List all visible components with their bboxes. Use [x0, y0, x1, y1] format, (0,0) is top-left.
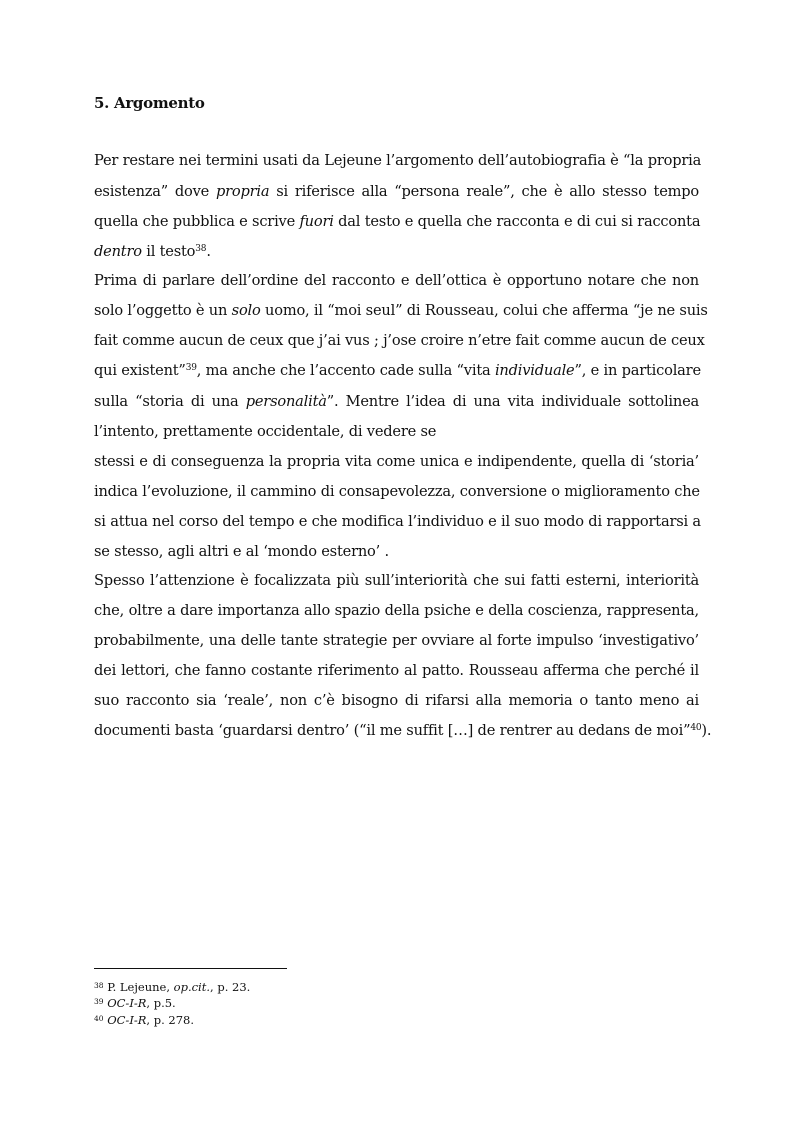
paragraph-line [94, 182, 699, 202]
text-segment: il testo [141, 243, 196, 260]
italic-text: op.cit. [173, 980, 211, 994]
italic-text: individuale [494, 362, 575, 379]
paragraph-line [94, 542, 699, 562]
text-segment: ). [701, 722, 712, 739]
text-segment: dal testo e quella che racconta e di cui si racconta [333, 213, 701, 230]
footnote-separator [94, 968, 287, 969]
text-segment: ”. Mentre l’idea di una vita individuale sottolinea [326, 393, 700, 410]
paragraph-line [94, 721, 712, 741]
footnote-ref: 39 [94, 997, 104, 1006]
italic-text: OC-I-R [107, 1013, 147, 1027]
text-segment: qui existent” [94, 362, 186, 379]
text-segment: uomo, il “moi seul” di Rousseau, colui che afferma “je ne suis [260, 302, 708, 319]
text-segment: documenti basta ‘guardarsi dentro’ (“il me suffit […] de rentrer au dedans de moi” [94, 722, 691, 739]
text-segment: Per restare nei termini usati da Lejeune l’argomento dell’autobiografia è “la propria [94, 152, 702, 169]
footnote [94, 980, 250, 994]
paragraph-line [94, 392, 699, 412]
text-segment: Prima di parlare dell’ordine del racconto e dell’ottica è opportuno notare che non [94, 272, 699, 289]
text-segment: indica l’evoluzione, il cammino di consapevolezza, conversione o miglioramento che [94, 483, 700, 500]
text-segment: stessi e di conseguenza la propria vita come unica e indipendente, quella di ‘storia’ [94, 453, 699, 470]
italic-text: OC-I-R [107, 996, 147, 1010]
text-segment: quella che pubblica e scrive [94, 213, 300, 230]
text-segment: probabilmente, una delle tante strategie per ovviare al forte impulso ‘investigativo’ [94, 632, 699, 649]
footnote-ref: 38 [94, 981, 104, 990]
paragraph-line [94, 422, 699, 442]
footnote [94, 996, 176, 1010]
text-segment: . [206, 243, 211, 260]
paragraph-line [94, 301, 708, 321]
text-segment: si attua nel corso del tempo e che modifica l’individuo e il suo modo di rapportarsi a [94, 513, 701, 530]
italic-text: dentro [94, 243, 142, 260]
footnote-ref: 38 [195, 244, 207, 254]
footnote [94, 1013, 194, 1027]
text-segment: , p. 278. [146, 1013, 194, 1027]
italic-text: solo [231, 302, 261, 319]
paragraph-line [94, 271, 699, 291]
paragraph-line [94, 571, 699, 591]
section-heading: 5. Argomento [94, 94, 205, 112]
paragraph-line [94, 151, 702, 171]
footnote-ref: 40 [94, 1014, 104, 1023]
text-segment: ”, e in particolare [574, 362, 701, 379]
footnote-ref: 39 [185, 363, 197, 373]
text-segment: solo l’oggetto è un [94, 302, 232, 319]
paragraph-line [94, 242, 699, 262]
italic-text: personalità [245, 393, 327, 410]
text-segment: sulla “storia di una [94, 393, 246, 410]
paragraph-line [94, 361, 699, 381]
text-segment: , p. 23. [210, 980, 251, 994]
text-segment: P. Lejeune, [103, 980, 174, 994]
paragraph-line [94, 691, 699, 711]
text-segment: , p.5. [146, 996, 176, 1010]
text-segment: se stesso, agli altri e al ‘mondo esterno’ . [94, 543, 389, 560]
italic-text: propria [215, 183, 270, 200]
footnote-ref: 40 [690, 723, 702, 733]
paragraph-line [94, 452, 699, 472]
text-segment: fait comme aucun de ceux que j’ai vus ; j’ose croire n’etre fait comme aucun de ceux [94, 332, 705, 349]
paragraph-line [94, 482, 699, 502]
paragraph-line [94, 331, 705, 351]
text-segment: suo racconto sia ‘reale’, non c’è bisogno di rifarsi alla memoria o tanto meno ai [94, 692, 699, 709]
text-segment: esistenza” dove [94, 183, 216, 200]
text-segment: dei lettori, che fanno costante riferimento al patto. Rousseau afferma che perché il [94, 662, 699, 679]
paragraph-line [94, 512, 699, 532]
text-segment: si riferisce alla “persona reale”, che è allo stesso tempo [269, 183, 699, 200]
text-segment: che, oltre a dare importanza allo spazio della psiche e della coscienza, rappresenta, [94, 602, 699, 619]
text-segment: l’intento, prettamente occidentale, di vedere se [94, 423, 437, 440]
paragraph-line [94, 631, 699, 651]
text-segment: Spesso l’attenzione è focalizzata più sull’interiorità che sui fatti esterni, interiorità [94, 572, 699, 589]
paragraph-line [94, 601, 699, 621]
text-segment: , ma anche che l’accento cade sulla “vita [196, 362, 495, 379]
paragraph-line [94, 661, 699, 681]
italic-text: fuori [299, 213, 334, 230]
paragraph-line [94, 212, 699, 232]
